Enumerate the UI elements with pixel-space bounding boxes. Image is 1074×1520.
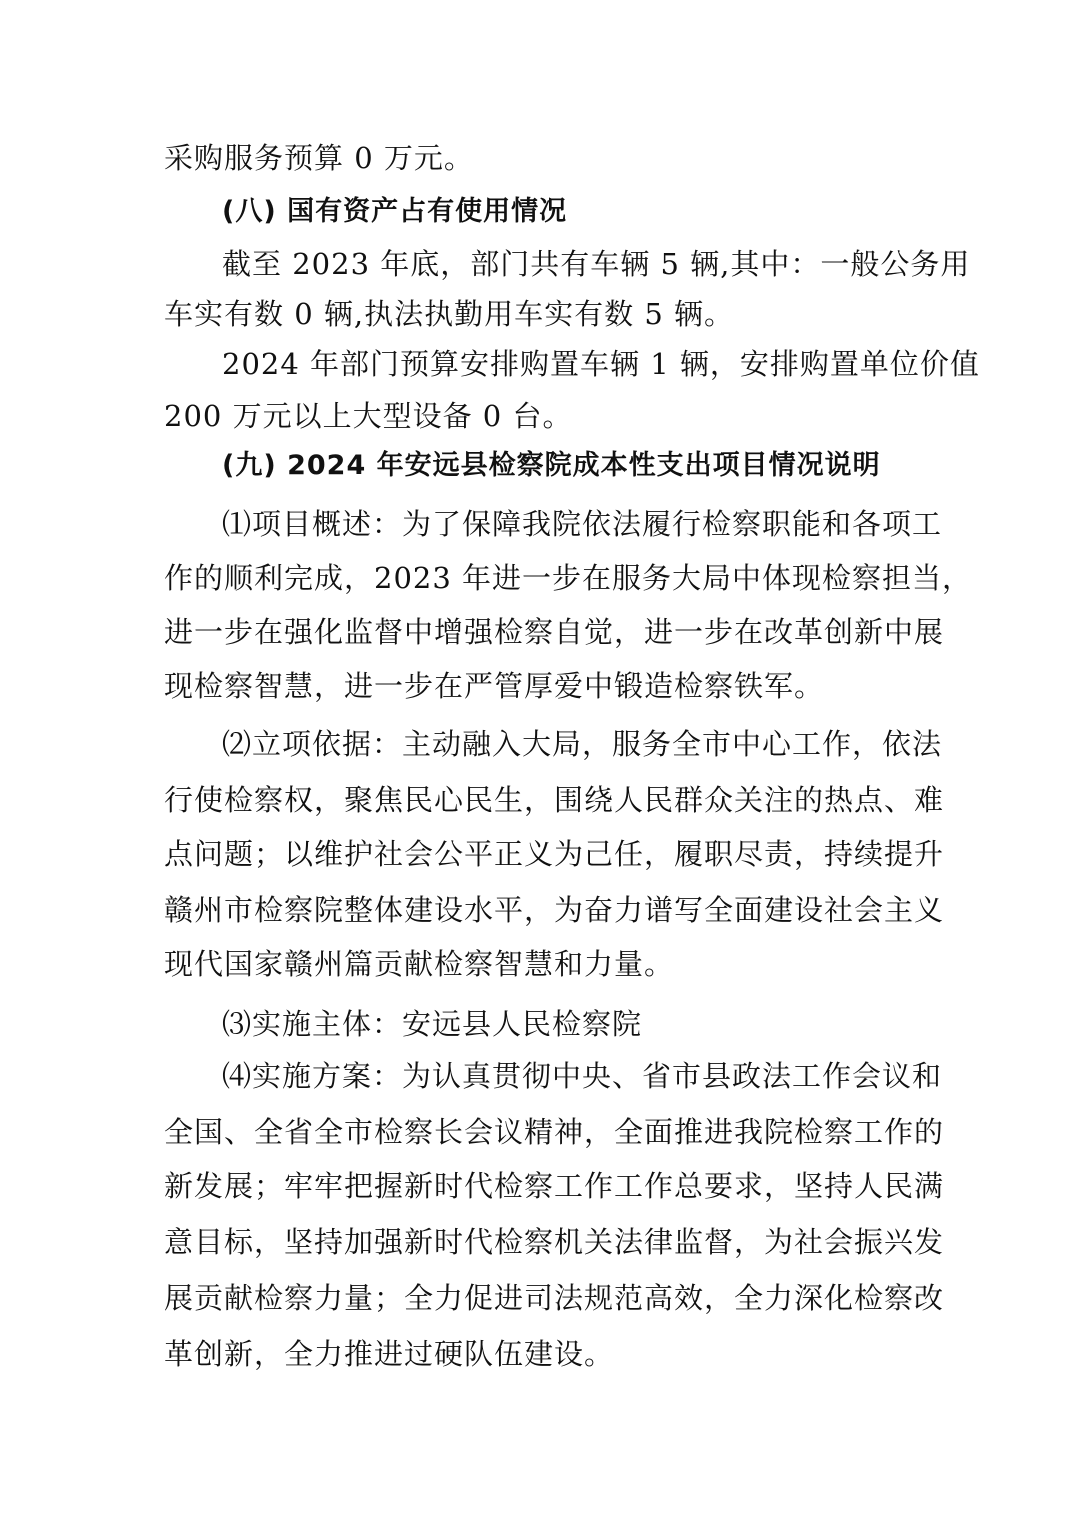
text-line: ⑴项目概述：为了保障我院依法履行检察职能和各项工	[222, 507, 943, 541]
text-line: 作的顺利完成，2023 年进一步在服务大局中体现检察担当，	[164, 561, 973, 595]
text-line: 新发展；牢牢把握新时代检察工作工作总要求，坚持人民满	[164, 1169, 945, 1203]
text-line: 意目标，坚持加强新时代检察机关法律监督，为社会振兴发	[164, 1225, 945, 1259]
text-line: ⑵立项依据：主动融入大局，服务全市中心工作，依法	[222, 727, 943, 761]
text-line: 现代国家赣州篇贡献检察智慧和力量。	[164, 947, 675, 981]
text-line: 点问题；以维护社会公平正义为己任，履职尽责，持续提升	[164, 837, 945, 871]
text-line: ⑶实施主体：安远县人民检察院	[222, 1007, 643, 1041]
text-line: ⑷实施方案：为认真贯彻中央、省市县政法工作会议和	[222, 1059, 943, 1093]
text-line: 赣州市检察院整体建设水平，为奋力谱写全面建设社会主义	[164, 893, 945, 927]
text-line: 展贡献检察力量；全力促进司法规范高效，全力深化检察改	[164, 1281, 945, 1315]
section-heading-9: (九) 2024 年安远县检察院成本性支出项目情况说明	[222, 450, 881, 481]
text-line: 车实有数 0 辆,执法执勤用车实有数 5 辆。	[164, 297, 734, 331]
text-line: 截至 2023 年底，部门共有车辆 5 辆,其中：一般公务用	[222, 247, 971, 281]
text-line: 行使检察权，聚焦民心民生，围绕人民群众关注的热点、难	[164, 783, 945, 817]
text-line: 2024 年部门预算安排购置车辆 1 辆，安排购置单位价值	[222, 347, 980, 381]
text-line: 200 万元以上大型设备 0 台。	[164, 399, 573, 433]
text-line: 进一步在强化监督中增强检察自觉，进一步在改革创新中展	[164, 615, 945, 649]
section-heading-8: (八) 国有资产占有使用情况	[222, 196, 568, 227]
text-line: 全国、全省全市检察长会议精神，全面推进我院检察工作的	[164, 1115, 945, 1149]
text-line: 现检察智慧，进一步在严管厚爱中锻造检察铁军。	[164, 669, 825, 703]
text-line: 革创新，全力推进过硬队伍建设。	[164, 1337, 615, 1371]
text-line: 采购服务预算 0 万元。	[164, 141, 474, 175]
